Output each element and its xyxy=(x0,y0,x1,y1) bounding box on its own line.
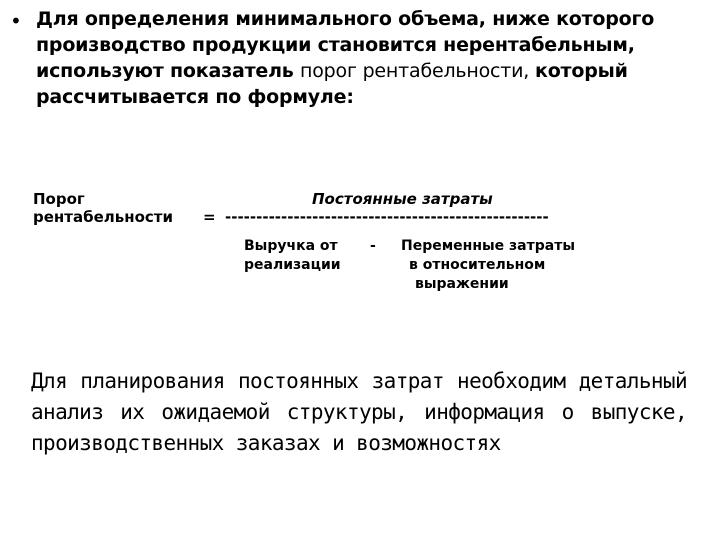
formula-equals-sign: = xyxy=(203,208,216,226)
formula-minus-sign: - xyxy=(370,238,376,254)
formula-denominator-right-line2: в относительном xyxy=(409,257,546,273)
bullet-text-part1: Для определения минимального объема, ниже которого производство продукции становится нерентабельным, используют показатель xyxy=(36,8,655,82)
bullet-marker: • xyxy=(10,9,22,33)
planning-paragraph: Для планирования постоянных затрат необходим детальный анализ их ожидаемой структуры, информация о выпуске, производственных заказах и возможностях xyxy=(31,369,687,455)
bullet-text xyxy=(36,6,696,110)
formula-label-line2: рентабельности xyxy=(33,208,173,226)
formula-denominator-right-line1: Переменные затраты xyxy=(401,238,575,254)
formula-label-line1: Порог xyxy=(33,190,85,208)
bullet-text-part3: который рассчитывается по формуле: xyxy=(36,60,628,108)
formula-denominator-left-line1: Выручка от xyxy=(244,238,338,254)
formula-denominator-right-line3: выражении xyxy=(415,276,509,292)
bullet-text-term: порог рентабельности, xyxy=(300,60,535,82)
formula-denominator-left-line2: реализации xyxy=(244,257,341,273)
formula-fraction-line: ---------------------------------------------------- xyxy=(225,208,549,226)
formula-numerator: Постоянные затраты xyxy=(312,190,493,208)
